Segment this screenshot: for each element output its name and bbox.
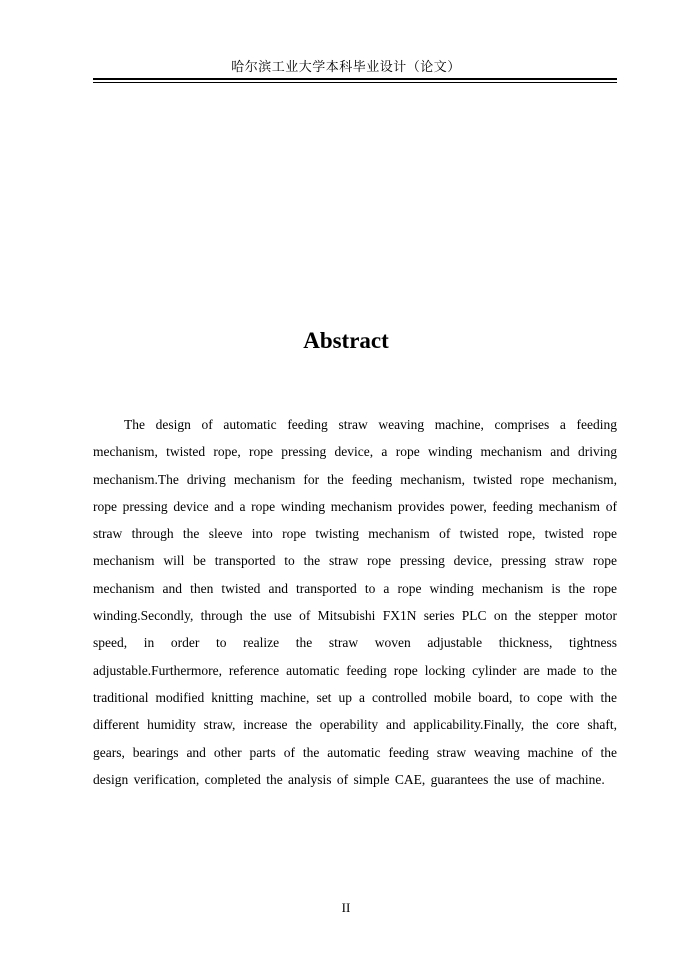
abstract-body: The design of automatic feeding straw weaving machine, comprises a feeding mechanism, twisted rope, rope pressing device, a rope winding mechanism and driving mechanism.The driving mechanism for the feeding mechanism, twisted rope mechanism, rope pressing device and a rope winding mechanism provides power, feeding mechanism of straw through the sleeve into rope twisting mechanism of twisted rope, twisted rope mechanism will be transported to the straw rope pressing device, pressing straw rope mechanism and then twisted and transported to a rope winding mechanism is the rope winding.Secondly, through the use of Mitsubishi FX1N series PLC on the stepper motor speed, in order to realize the straw woven adjustable thickness, tightness adjustable.Furthermore, reference automatic feeding rope locking cylinder are made to the traditional modified knitting machine, set up a controlled mobile board, to cope with the different humidity straw, increase the operability and applicability.Finally, the core shaft, gears, bearings and other parts of the automatic feeding straw weaving machine of the design verification, completed the analysis of simple CAE, guarantees the use of machine. [93, 417, 617, 787]
page-header-title: 哈尔滨工业大学本科毕业设计（论文） [231, 60, 461, 75]
page-number: II [341, 900, 351, 915]
header-rule-thin [93, 82, 617, 83]
abstract-heading: Abstract [303, 328, 389, 353]
header-rule-thick [93, 78, 617, 80]
